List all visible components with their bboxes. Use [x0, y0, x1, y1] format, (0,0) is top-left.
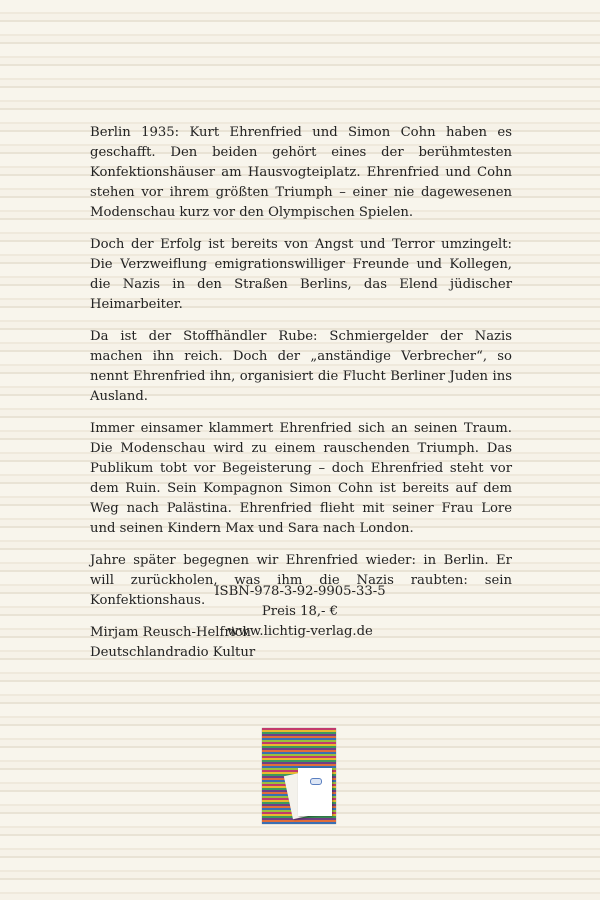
- blurb-paragraph-4: Immer einsamer klammert Ehrenfried sich an seinen Traum. Die Modenschau wird zu einem rauschenden Triumph. Das Publikum tobt vor Begeisterung – doch Ehrenfried steht vor dem Ruin. Sein Kompagnon Simon Cohn ist bereits auf dem Weg nach Palästina. Ehrenfried flieht mit seiner Frau Lore und seinen Kindern Max und Sara nach London.: [90, 421, 512, 536]
- attribution-name: Mirjam Reusch-Helfrich: [90, 625, 251, 640]
- logo-card-mark: [310, 778, 322, 785]
- isbn: ISBN-978-3-92-9905-33-5: [214, 584, 386, 599]
- price: Preis 18,- €: [261, 604, 339, 619]
- blurb-paragraph-5: Jahre später begegnen wir Ehrenfried wieder: in Berlin. Er will zurückholen, was ihm die Nazis raubten: sein Konfektionshaus.: [90, 553, 512, 608]
- blurb-paragraph-2: Doch der Erfolg ist bereits von Angst und Terror umzingelt: Die Verzweiflung emigrationswilliger Freunde und Kollegen, die Nazis in den Straßen Berlins, das Elend jüdischer Heimarbeiter.: [90, 237, 512, 312]
- logo-card-front: [298, 768, 332, 816]
- imprint: [0, 582, 600, 642]
- blurb-paragraph-1: Berlin 1935: Kurt Ehrenfried und Simon Cohn haben es geschafft. Den beiden gehört eines der berühmtesten Konfektionshäuser am Hausvogteiplatz. Ehrenfried und Cohn stehen vor ihrem größten Triumph – einer nie dagewesenen Modenschau kurz vor den Olympischen Spielen.: [90, 125, 512, 220]
- attribution-source: Deutschlandradio Kultur: [90, 645, 256, 660]
- blurb-paragraph-3: Da ist der Stoffhändler Rube: Schmiergelder der Nazis machen ihn reich. Doch der „anständige Verbrecher“, so nennt Ehrenfried ihn, organisiert die Flucht Berliner Juden ins Ausland.: [90, 329, 512, 404]
- publisher-website: www.lichtig-verlag.de: [227, 624, 373, 639]
- publisher-logo-icon: [262, 728, 336, 824]
